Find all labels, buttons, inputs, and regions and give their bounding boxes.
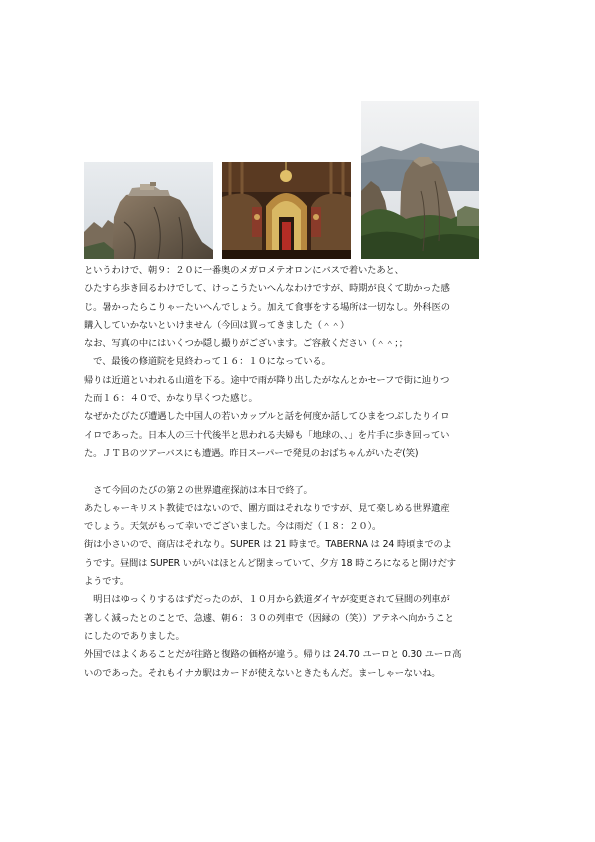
text-line: にしたのでありました。 — [84, 630, 185, 642]
text-line: イロであった。日本人の三十代後半と思われる夫婦も「地球の、、」を片手に歩き回ってい — [84, 429, 450, 441]
text-line: 街は小さいので、商店はそれなり。SUPER は 21 時まで。TABERNA は 24 時頃までのよ — [84, 539, 452, 551]
text-line: た。ＪＴＢのツアーバスにも遭遇。昨日スーパーで発見のおばちゃんがいたぞ(笑) — [84, 447, 419, 459]
text-line: 帰りは近道といわれる山道を下る。途中で雨が降り出したがなんとかセーフで街に辿りつ — [84, 374, 450, 386]
text-line: ようです。 — [84, 576, 129, 588]
text-line: 著しく減ったとのことで、急遽、朝６：３０の列車で（因縁の（笑））アテネへ向かうこと — [84, 612, 454, 624]
text-line: ひたすら歩き回るわけでして、けっこうたいへんなわけですが、時期が良くて助かった感 — [84, 283, 450, 295]
text-line: なぜかたびたび遭遇した中国人の若いカップルと話を何度か話してひまをつぶしたりイロ — [84, 411, 450, 423]
blank-line — [84, 463, 514, 481]
text-line: あたしゃーキリスト教徒ではないので、團方面はそれなりですが、見て楽しめる世界遺産 — [84, 502, 450, 514]
meteora-landscape-photo — [361, 101, 479, 259]
text-line: 外国ではよくあることだが往路と復路の価格が違う。帰りは 24.70 ユーロと 0.30 ユーロ高 — [84, 649, 462, 661]
text-line: 明日はゆっくりするはずだったのが、１０月から鉄道ダイヤが変更されて昼間の列車が — [84, 594, 450, 606]
monastery-photo — [84, 162, 213, 259]
text-line: さて今回のたびの第２の世界遺産探訪は本日で終了。 — [84, 484, 313, 496]
text-line: いのであった。それもイナカ駅はカードが使えないときたもんだ。まーしゃーないね。 — [84, 667, 441, 679]
text-line: というわけで、朝９：２０に一番奥のメガロメテオロンにバスで着いたあと、 — [84, 265, 404, 276]
text-line: うです。昼間は SUPER いがいはほとんど閉まっていて、夕方 18 時ころになると開けだす — [84, 557, 456, 569]
text-line: た而１６：４０で、かなり早くつた感じ。 — [84, 393, 258, 405]
text-line: でしょう。天気がもって幸いでございました。今は雨だ（１８：２０）。 — [84, 521, 382, 533]
text-line: で、最後の修道院を見終わって１６：１０になっている。 — [84, 356, 331, 368]
text-line: 購入していかないといけません（今回は買ってきました（＾＾） — [84, 319, 350, 331]
text-line: じ。暑かったらこりゃーたいへんでしょう。加えて食事をする場所は一切なし。外科医の — [84, 301, 450, 313]
article-body — [84, 262, 514, 683]
chapel-interior-photo — [222, 162, 351, 259]
text-line: なお、写真の中にはいくつか隠し撮りがございます。ご容赦ください（＾＾；； — [84, 338, 408, 350]
